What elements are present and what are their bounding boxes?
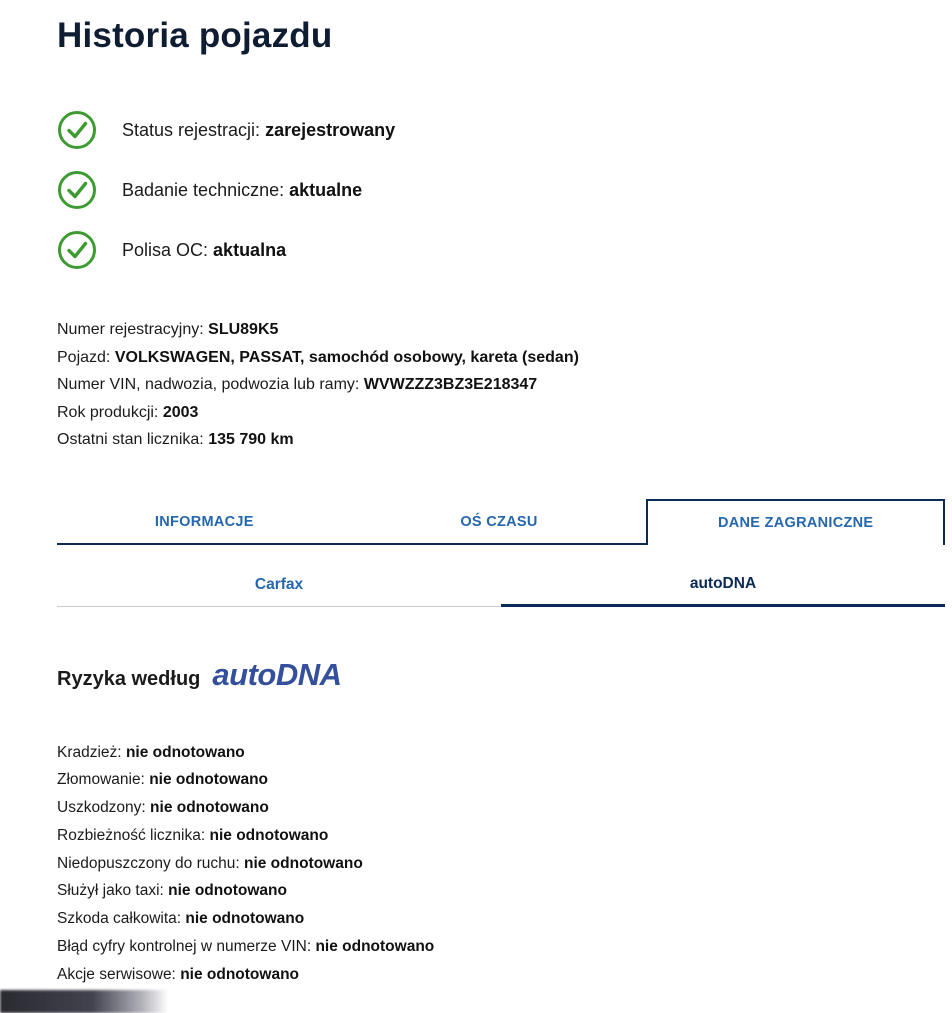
autodna-logo: autoDNA — [212, 656, 342, 692]
check-circle-icon — [57, 230, 97, 270]
risk-damaged — [57, 794, 945, 822]
risk-total-loss — [57, 905, 945, 933]
risk-value: nie odnotowano — [125, 743, 245, 761]
info-label: Numer VIN, nadwozia, podwozia lub ramy: — [57, 376, 360, 393]
info-vehicle — [57, 344, 945, 372]
info-value: 2003 — [162, 403, 199, 421]
tab-label: INFORMACJE — [154, 513, 254, 530]
risk-not-admitted — [57, 850, 945, 878]
status-row-registration — [57, 110, 945, 150]
info-label: Pojazd: — [57, 348, 111, 366]
screenshot-artifact — [0, 990, 168, 1013]
check-circle-icon — [57, 170, 97, 210]
tab-label: OŚ CZASU — [460, 513, 538, 530]
subtab-bar — [57, 565, 945, 607]
risk-label: Uszkodzony: — [57, 799, 146, 817]
status-value: aktualna — [213, 239, 287, 260]
risk-value: nie odnotowano — [209, 826, 329, 844]
risk-label: Służył jako taxi: — [57, 882, 164, 900]
risk-label: Akcje serwisowe: — [57, 965, 176, 983]
subtab-label: autoDNA — [689, 575, 757, 592]
info-odometer — [57, 426, 945, 454]
risk-label: Rozbieżność licznika: — [57, 826, 206, 844]
info-value: 135 790 km — [208, 431, 294, 448]
vehicle-history-page — [0, 14, 952, 1013]
vehicle-info — [57, 316, 945, 454]
info-value: WVWZZZ3BZ3E218347 — [363, 376, 538, 393]
info-vin — [57, 371, 945, 399]
risk-label: Szkoda całkowita: — [57, 910, 182, 928]
subtab-carfax[interactable] — [57, 565, 501, 607]
tab-dane-zagraniczne[interactable] — [646, 499, 945, 545]
status-value: aktualne — [289, 179, 363, 200]
risk-taxi — [57, 877, 945, 905]
status-list — [57, 110, 945, 270]
info-value: VOLKSWAGEN, PASSAT, samochód osobowy, kareta (sedan) — [114, 348, 579, 366]
risk-label: Niedopuszczony do ruchu: — [57, 854, 240, 872]
risk-value: nie odnotowano — [149, 771, 269, 789]
risk-value: nie odnotowano — [185, 910, 305, 928]
risk-value: nie odnotowano — [315, 938, 435, 956]
status-value: zarejestrowany — [265, 119, 396, 140]
risk-value: nie odnotowano — [180, 965, 300, 983]
status-label: Badanie techniczne: — [122, 179, 285, 200]
risk-value: nie odnotowano — [150, 799, 269, 817]
info-registration-number — [57, 316, 945, 344]
risk-label: Kradzież: — [57, 743, 122, 761]
check-circle-icon — [57, 110, 97, 150]
status-row-inspection — [57, 170, 945, 210]
status-label: Polisa OC: — [122, 239, 209, 260]
risk-odometer-discrepancy — [57, 822, 945, 850]
tab-informacje[interactable] — [57, 501, 352, 545]
tab-os-czasu[interactable] — [352, 501, 647, 545]
risk-scrapping — [57, 766, 945, 794]
risks-heading-text: Ryzyka według — [57, 667, 201, 690]
risks-list — [57, 739, 945, 989]
subtab-autodna[interactable] — [501, 565, 945, 607]
tab-label: DANE ZAGRANICZNE — [717, 514, 874, 531]
risk-label: Złomowanie: — [57, 771, 145, 789]
page-title: Historia pojazdu — [57, 16, 333, 55]
info-production-year — [57, 399, 945, 427]
info-label: Numer rejestracyjny: — [57, 321, 204, 338]
risk-service-campaigns — [57, 961, 945, 989]
status-text — [122, 120, 395, 141]
risk-label: Błąd cyfry kontrolnej w numerze VIN: — [57, 938, 312, 956]
tab-bar — [57, 499, 945, 545]
risk-value: nie odnotowano — [243, 854, 363, 872]
subtab-label: Carfax — [254, 576, 304, 593]
status-label: Status rejestracji: — [122, 119, 261, 140]
status-row-insurance — [57, 230, 945, 270]
status-text — [122, 180, 362, 201]
risks-heading — [57, 657, 945, 701]
risk-value: nie odnotowano — [168, 882, 287, 900]
risk-theft — [57, 739, 945, 767]
info-label: Ostatni stan licznika: — [57, 431, 204, 448]
info-label: Rok produkcji: — [57, 403, 159, 421]
risk-vin-check-digit — [57, 933, 945, 961]
info-value: SLU89K5 — [208, 321, 279, 338]
status-text — [122, 240, 286, 261]
